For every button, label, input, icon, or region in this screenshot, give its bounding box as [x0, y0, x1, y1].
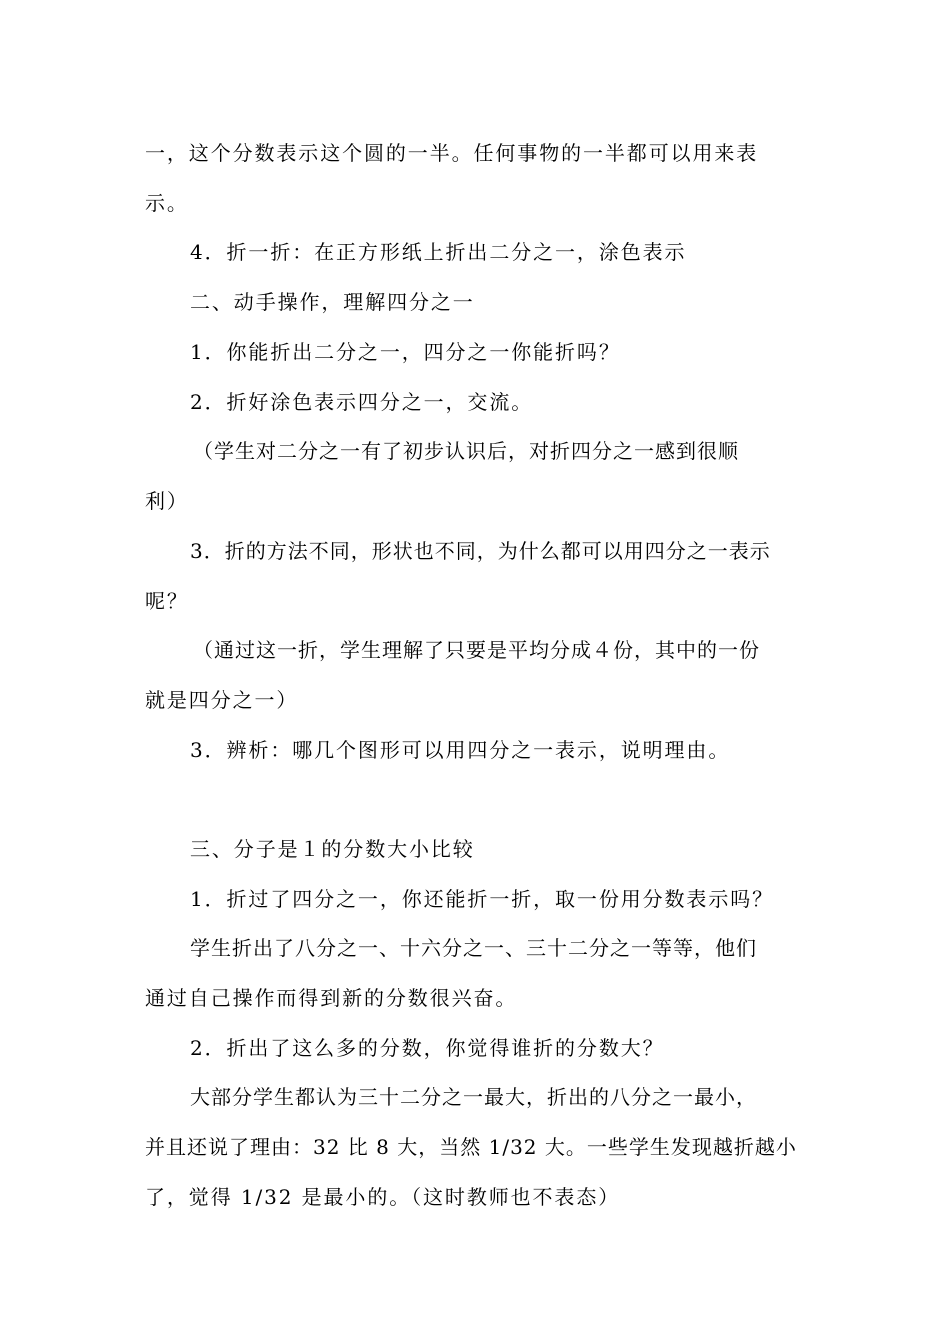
paragraph-line: 了，觉得 1/32 是最小的。（这时教师也不表态） — [145, 1185, 621, 1209]
paragraph-line: 3．折的方法不同，形状也不同，为什么都可以用四分之一表示 — [190, 539, 771, 563]
paragraph-line: 呢？ — [145, 589, 189, 613]
paragraph-line: 3．辨析：哪几个图形可以用四分之一表示，说明理由。 — [190, 738, 731, 762]
paragraph-line: 通过自己操作而得到新的分数很兴奋。 — [145, 986, 518, 1010]
paragraph-line: 1．你能折出二分之一，四分之一你能折吗？ — [190, 340, 621, 364]
paragraph-line: 示。 — [145, 191, 189, 215]
paragraph-line: 学生折出了八分之一、十六分之一、三十二分之一等等，他们 — [190, 936, 757, 960]
paragraph-line: 1．折过了四分之一，你还能折一折，取一份用分数表示吗？ — [190, 887, 775, 911]
section-heading: 三、分子是１的分数大小比较 — [190, 837, 475, 861]
paragraph-line: 4．折一折：在正方形纸上折出二分之一，涂色表示 — [190, 240, 687, 264]
paragraph-line: 并且还说了理由：32 比 8 大，当然 1/32 大。一些学生发现越折越小 — [145, 1135, 797, 1159]
paragraph-line: （学生对二分之一有了初步认识后，对折四分之一感到很顺 — [193, 439, 739, 463]
paragraph-line: （通过这一折，学生理解了只要是平均分成４份，其中的一份 — [193, 638, 760, 662]
paragraph-line: 2．折出了这么多的分数，你觉得谁折的分数大？ — [190, 1036, 665, 1060]
paragraph-line: 一，这个分数表示这个圆的一半。任何事物的一半都可以用来表 — [145, 141, 759, 165]
paragraph-line: 大部分学生都认为三十二分之一最大，折出的八分之一最小， — [190, 1085, 757, 1109]
paragraph-line: 利） — [145, 489, 189, 513]
paragraph-line: 2．折好涂色表示四分之一，交流。 — [190, 390, 534, 414]
paragraph-line: 就是四分之一） — [145, 688, 299, 712]
section-heading: 二、动手操作，理解四分之一 — [190, 290, 475, 314]
